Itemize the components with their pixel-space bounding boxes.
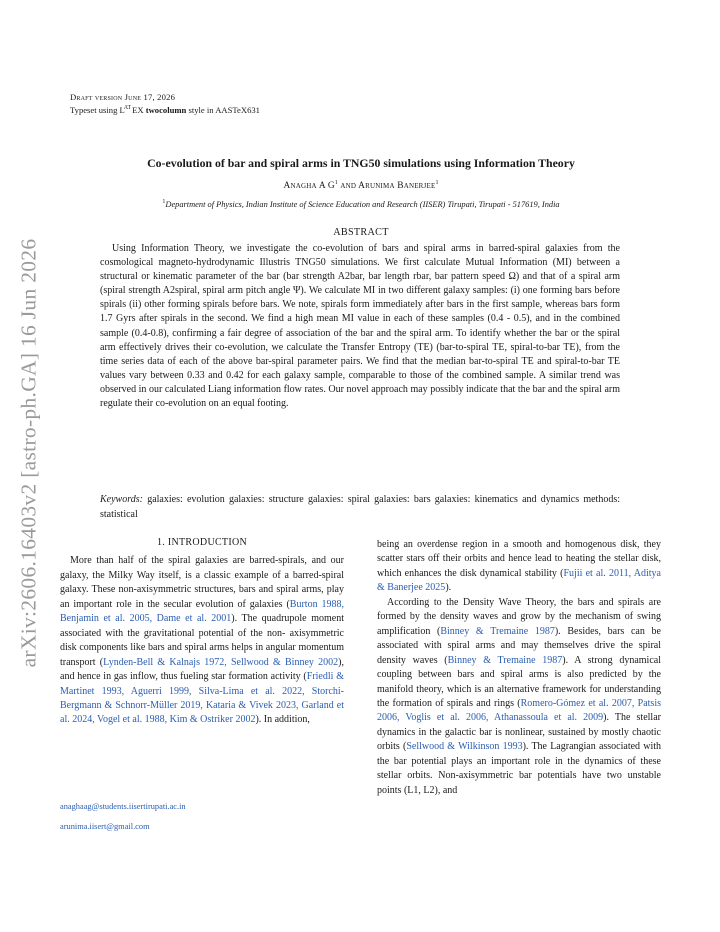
draft-version-line: Draft version June 17, 2026 bbox=[70, 92, 176, 102]
keywords bbox=[100, 492, 620, 522]
body-text: According to the Density Wave Theory, the bars and spirals are formed by the density waves and grow by the mechanism of swing amplification ( bbox=[377, 596, 661, 637]
body-text: ). bbox=[445, 582, 452, 594]
citation-link[interactable]: Burton 1988, Benjamin et al. 2005, Dame et al. 2001 bbox=[60, 598, 345, 625]
arxiv-identifier: arXiv:2606.16403v2 [astro-ph.GA] 16 Jun 2026 bbox=[16, 238, 41, 668]
email-link[interactable]: arunima.iisert@gmail.com bbox=[60, 822, 150, 831]
intro-paragraph bbox=[60, 554, 344, 727]
citation-link[interactable]: Binney & Tremaine 1987 bbox=[440, 625, 555, 637]
author-name: Arunima Banerjee bbox=[358, 181, 436, 192]
left-column bbox=[60, 536, 344, 728]
body-text: ). The quadrupole moment associated with the gravitational potential of the non- axisymmetric disk components like bars and spiral arms helps in angular momentum transport ( bbox=[60, 613, 344, 668]
section-heading: 1. INTRODUCTION bbox=[156, 537, 248, 548]
body-text: ). Besides, bars can be associated with spiral arms and may themselves drive the spiral density waves ( bbox=[377, 625, 661, 666]
affiliation: $^1$Department of Physics, Indian Institute of Science Education and Research (IISER) Tirupati, Tirupati - 517619, India bbox=[162, 199, 560, 209]
draft-header bbox=[70, 92, 260, 116]
keywords-label: Keywords: bbox=[100, 494, 143, 505]
intro-paragraph bbox=[377, 596, 661, 798]
typeset-line: Typeset using $L^{AT}EX$ twocolumn style in AASTeX631 bbox=[70, 104, 260, 115]
body-text: ). A strong dynamical coupling between bars and spiral arms is also predicted by the manifold theory, which is an alternative framework for understanding the formation of spirals and rings ( bbox=[377, 654, 661, 709]
body-text: ). In addition, bbox=[255, 714, 310, 726]
citation-link[interactable]: Friedli & Martinet 1993, Aguerri 1999, Silva-Lima et al. 2022, Storchi-Bergmann & Schnorr-Müller 2019, Kataria & Vivek 2023, Garland et al. 2024, Vogel et al. 1988, Kim & Ostriker 2002 bbox=[60, 671, 344, 726]
body-text: More than half of the spiral galaxies are barred-spirals, and our galaxy, the Milky Way itself, is a classic example of a barred-spiral galaxy. These non-axisymmetric structures, bars and spiral arms, play an important role in the secular evolution of galaxies ( bbox=[60, 555, 344, 610]
citation-link[interactable]: Fujii et al. 2011, Aditya & Banerjee 2025 bbox=[377, 567, 661, 594]
citation-link[interactable]: Lynden-Bell & Kalnajs 1972, Sellwood & Binney 2002 bbox=[103, 656, 339, 668]
body-text: ). The Lagrangian associated with the bar potential plays an important role in the dynamics of these stellar orbits. Non-axisymmetric bar potentials have two unstable points (L1, L2), and bbox=[377, 741, 662, 796]
arxiv-sidebar-stamp bbox=[8, 232, 50, 674]
body-text: being an overdense region in a smooth and homogenous disk, they scatter stars off their orbits and hence lead to heating the stellar disk, which enhances the disk dynamical stability ( bbox=[377, 539, 661, 579]
citation-link[interactable]: Romero-Gómez et al. 2007, Patsis 2006, Voglis et al. 2006, Athanassoula et al. 2009 bbox=[377, 697, 661, 724]
email-link[interactable]: anaghaag@students.iisertirupati.ac.in bbox=[60, 802, 186, 811]
keywords-list: galaxies: evolution galaxies: structure galaxies: spiral galaxies: bars galaxies: kinematics and dynamics methods: statistical bbox=[100, 494, 620, 520]
body-text: ), and hence in gas inflow, thus fueling star formation activity ( bbox=[60, 656, 344, 683]
author-name: Anagha A G bbox=[283, 181, 335, 192]
body-text: ). The stellar dynamics in the galactic bar is nonlinear, sustained by mostly chaotic orbits ( bbox=[377, 712, 661, 753]
citation-link[interactable]: Binney & Tremaine 1987 bbox=[447, 654, 563, 666]
intro-paragraph bbox=[377, 538, 661, 596]
abstract-heading: ABSTRACT bbox=[333, 227, 389, 238]
author-list: Anagha A $G^1$ and Arunima Banerjee$^1$ bbox=[283, 180, 439, 192]
citation-link[interactable]: Sellwood & Wilkinson 1993 bbox=[406, 741, 523, 753]
abstract-text: Using Information Theory, we investigate the co-evolution of bars and spiral arms in barred-spiral galaxies from the cosmological magneto-hydrodynamic Illustris TNG50 simulations. We first calculate Mutual Information (MI) between a structural or kinematic parameter of the bar (bar strength A2bar, bar length rbar, bar pattern speed Ω) and that of a spiral arm (spiral strength A2spiral, spiral arm pitch angle Ψ). We calculate MI in two different galaxy samples: (i) one forming bars before spirals (ii) other forming spirals before bars. We note, spirals form immediately after bars in the first sample, whereas bars form 1.7 Gyrs after spirals in the second. We find a high mean MI value in each of these samples (0.4 - 0.5), and in the combined sample (0.4-0.8), confirming a fair degree of association of the bar and the spiral arm. To identify whether the bar or the spiral arm effectively drives their co-evolution, we calculate the Transfer Entropy (TE) (bar-to-spiral TE, spiral-to-bar TE), from the time series data of each of the above bar-spiral parameter pairs. We find that the median bar-to-spiral TE and spiral-to-bar TE values vary between 0.33 and 0.42 for each galaxy sample, comparable to those of the combined sample. A similar trend was observed in our calculated Liang information flow rates. Our novel approach may possibly indicate that the bar and the spiral arm regulate their co-evolution on an equal footing. bbox=[100, 243, 620, 410]
right-column bbox=[377, 538, 661, 798]
paper-title: Co-evolution of bar and spiral arms in TNG50 simulations using Information Theory bbox=[147, 156, 575, 170]
